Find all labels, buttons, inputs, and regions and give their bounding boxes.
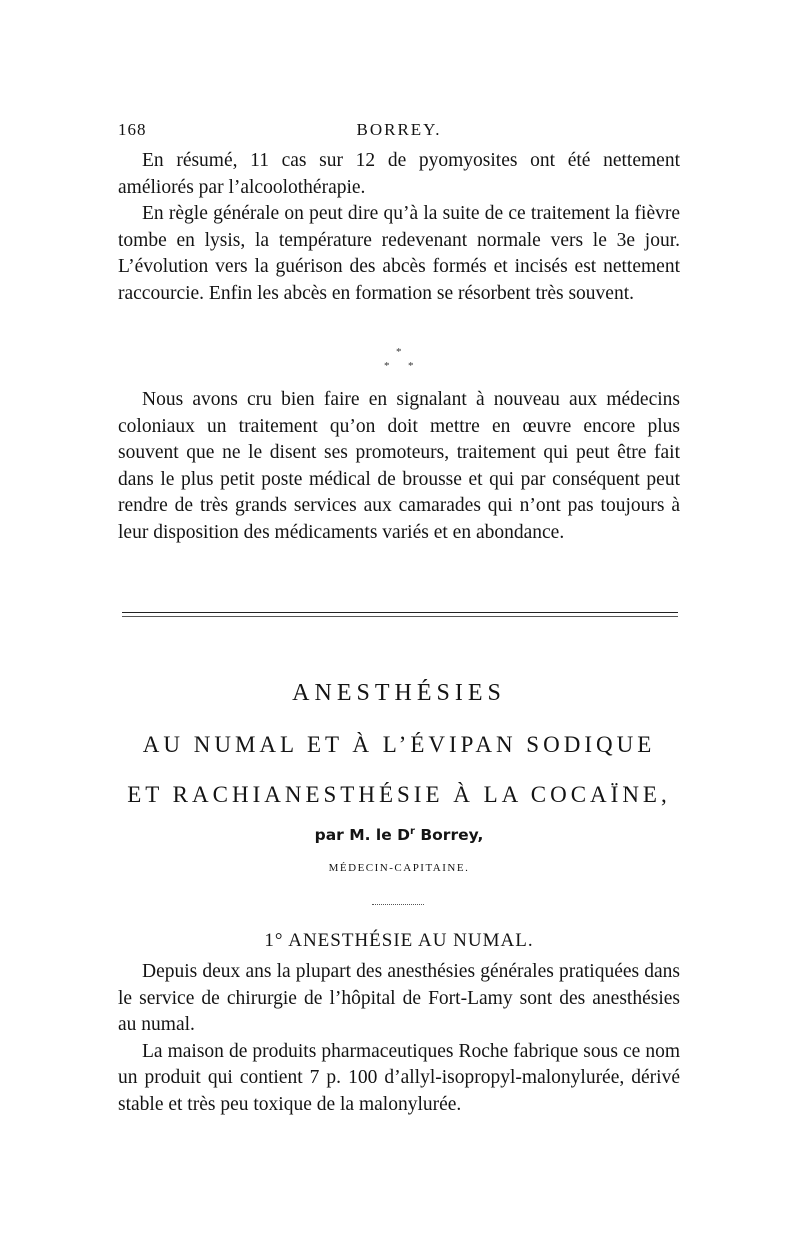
paragraph: En résumé, 11 cas sur 12 de pyomyosites ont été nettement améliorés par l’alcoolothérapie. [118,150,680,198]
article-title-line-2: AU NUMAL ET À L’ÉVIPAN SODIQUE [142,732,656,757]
running-title: BORREY. [356,120,442,139]
page-number: 168 [118,120,147,139]
section-rule-thin [122,616,678,617]
short-divider [372,904,424,905]
paragraph: La maison de produits pharmaceutiques Roche fabrique sous ce nom un produit qui contient 7 p. 100 d’allyl-isopropyl-malonylurée, dérivé stable et très peu toxique de la malonylurée. [118,1040,680,1115]
author-rank: MÉDECIN-CAPITAINE. [328,862,470,874]
asterisk: * [396,346,402,358]
text-block-conclusion [118,387,680,546]
byline-sup: r [410,826,415,837]
byline-name: Borrey, [414,826,484,845]
text-block-numal [118,959,680,1118]
byline [118,826,680,844]
section-heading: 1° ANESTHÉSIE AU NUMAL. [264,930,534,951]
paragraph: Depuis deux ans la plupart des anesthésies générales pratiquées dans le service de chirurgie de l’hôpital de Fort-Lamy sont des anesthésies au numal. [118,961,680,1035]
paragraph: Nous avons cru bien faire en signalant à nouveau aux médecins coloniaux un traitement qu’on doit mettre en œuvre encore plus souvent que ne le disent ses promoteurs, traitement qui peut être fait dans le plus petit poste médical de brousse et qui par conséquent peut rendre de très grands services aux camarades qui n’ont pas toujours à leur disposition des médicaments variés et en abondance. [118,389,680,543]
asterisk: * [408,360,414,372]
running-head [118,120,680,142]
asterisk: * [384,360,390,372]
article-title-line-3: ET RACHIANESTHÉSIE À LA COCAÏNE, [127,782,671,807]
text-block-summary [118,148,680,307]
section-rule [122,612,678,613]
byline-prefix: par M. le D [314,826,410,845]
article-title-line-1: ANESTHÉSIES [292,680,506,706]
paragraph: En règle générale on peut dire qu’à la suite de ce traitement la fièvre tombe en lysis, la température redevenant normale vers le 3e jour. L’évolution vers la guérison des abcès formés et incisés est nettement raccourcie. Enfin les abcès en formation se résorbent très souvent. [118,203,680,304]
asterism-divider [370,347,420,377]
